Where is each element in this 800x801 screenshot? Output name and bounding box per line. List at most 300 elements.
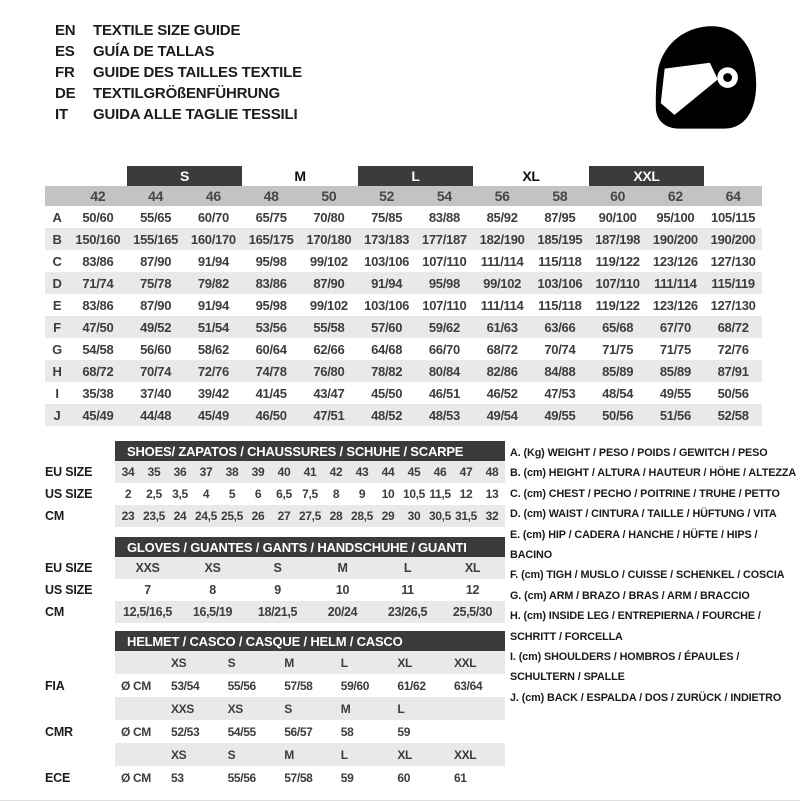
- helmet-sizes-row: [45, 697, 505, 720]
- helmet-size-cell: XS: [227, 701, 243, 716]
- helmet-value-cell: 61/62: [397, 678, 426, 693]
- measurement-value-cell: 72/76: [717, 341, 749, 357]
- measurement-value-cell: 115/118: [538, 297, 582, 313]
- row-cells: [115, 697, 505, 720]
- empty-cell: [115, 651, 165, 674]
- size-value-cell: 31,5: [455, 509, 477, 523]
- size-number-cell: 46: [185, 186, 243, 206]
- size-row: [45, 579, 505, 601]
- helmet-size-cell: [448, 697, 505, 720]
- size-group-l: L: [358, 166, 474, 186]
- row-label: CM: [45, 509, 65, 523]
- language-code: IT: [55, 106, 68, 123]
- size-value-cell: 18/21,5: [257, 605, 298, 619]
- size-value-cell: 9: [358, 487, 366, 501]
- measurement-value-cell: 87/91: [704, 360, 762, 382]
- size-group-s: S: [127, 166, 243, 186]
- measurement-value-cell: 55/65: [140, 209, 172, 225]
- measurement-value-cell: 107/110: [422, 297, 467, 313]
- measurement-value-cell: 63/66: [531, 316, 589, 338]
- measurement-value-cell: 46/51: [428, 385, 460, 401]
- measurement-value-cell: 64/68: [371, 341, 403, 357]
- measurement-value-cell: 71/75: [602, 341, 634, 357]
- language-row: [55, 83, 302, 104]
- legend-item: C. (cm) CHEST / PECHO / POITRINE / TRUHE / PETTO: [510, 487, 780, 500]
- row-letter: I: [55, 385, 59, 401]
- measurement-value-cell: 91/94: [197, 297, 229, 313]
- measurement-value-cell: 85/89: [589, 360, 647, 382]
- measurement-value-cell: 50/60: [82, 209, 114, 225]
- legend-item: H. (cm) INSIDE LEG / ENTREPIERNA / FOURCHE / SCHRITT / FORCELLA: [510, 610, 761, 643]
- helmet-size-cell: M: [340, 701, 351, 716]
- language-title: GUÍA DE TALLAS: [93, 43, 215, 60]
- measurement-value-cell: 90/100: [598, 209, 637, 225]
- measurement-row: [45, 360, 762, 382]
- helmet-value-cell: [448, 720, 505, 743]
- measurement-value-cell: 87/90: [140, 297, 172, 313]
- measurement-value-cell: 123/126: [652, 297, 698, 313]
- language-code: EN: [55, 22, 76, 39]
- size-value-cell: 3,5: [172, 487, 188, 501]
- row-letter: H: [45, 360, 69, 382]
- size-value-cell: 47: [459, 465, 473, 479]
- measurement-value-cell: 78/82: [358, 360, 416, 382]
- size-value-cell: XL: [464, 561, 481, 575]
- measurement-row: [45, 338, 762, 360]
- measurement-value-cell: 115/119: [704, 272, 762, 294]
- size-number-cell: 64: [704, 186, 762, 206]
- measurement-value-cell: 187/198: [589, 228, 647, 250]
- language-row: [55, 104, 302, 125]
- legend-item: G. (cm) ARM / BRAZO / BRAS / ARM / BRACCIO: [510, 589, 750, 602]
- legend-item: E. (cm) HIP / CADERA / HANCHE / HÜFTE / HIPS / BACINO: [510, 528, 758, 562]
- size-value-cell: 2: [124, 487, 132, 501]
- size-value-cell: 36: [173, 465, 187, 479]
- row-label: [45, 651, 115, 674]
- measurement-value-cell: 67/70: [647, 316, 705, 338]
- measurement-value-cell: 87/95: [544, 209, 576, 225]
- helmet-size-cell: L: [340, 655, 348, 670]
- helmet-size-cell: S: [227, 655, 236, 670]
- size-number-cell: 50: [300, 186, 358, 206]
- row-cells: [115, 766, 505, 789]
- size-value-cell: 42: [329, 465, 343, 479]
- measurement-row: [45, 382, 762, 404]
- measurement-value-cell: 68/72: [704, 316, 762, 338]
- size-value-cell: 45: [407, 465, 421, 479]
- size-value-cell: 12,5/16,5: [123, 605, 172, 619]
- size-value-cell: 48: [485, 465, 499, 479]
- measurement-value-cell: 45/49: [69, 404, 127, 426]
- size-number-cell: 42: [69, 186, 127, 206]
- size-value-cell: XXS: [135, 561, 160, 575]
- measurement-value-cell: 49/55: [659, 385, 691, 401]
- diameter-label-cell: Ø CM: [121, 678, 151, 693]
- row-letter: A: [52, 209, 62, 225]
- helmet-standard-label: CMR: [45, 724, 73, 739]
- legend-item: B. (cm) HEIGHT / ALTURA / HAUTEUR / HÖHE / ALTEZZA: [510, 467, 797, 480]
- size-row: [45, 557, 505, 579]
- measurement-value-cell: 182/190: [473, 228, 531, 250]
- measurement-value-cell: 71/74: [69, 272, 127, 294]
- language-title: GUIDA ALLE TAGLIE TESSILI: [93, 106, 298, 123]
- measurement-value-cell: 54/58: [82, 341, 114, 357]
- helmet-size-cell: L: [340, 747, 348, 762]
- helmet-standard-label: FIA: [45, 678, 65, 693]
- row-letter: G: [52, 341, 62, 357]
- helmet-value-cell: 61: [453, 770, 467, 785]
- measurement-value-cell: 95/98: [255, 297, 287, 313]
- helmet-value-cell: 59/60: [340, 678, 370, 693]
- size-group-m: M: [242, 166, 358, 186]
- size-value-cell: 35: [147, 465, 161, 479]
- measurement-value-cell: 91/94: [197, 253, 229, 269]
- measurement-value-cell: 119/122: [595, 253, 640, 269]
- measurement-value-cell: 79/82: [185, 272, 243, 294]
- helmet-value-cell: 59: [340, 770, 354, 785]
- size-value-cell: 12: [465, 583, 480, 597]
- measurement-value-cell: 99/102: [309, 253, 348, 269]
- measurement-value-cell: 103/106: [364, 297, 410, 313]
- row-label: [45, 697, 115, 720]
- measurement-row: [45, 228, 762, 250]
- language-code: ES: [55, 43, 75, 60]
- helmet-size-cell: XXS: [171, 701, 194, 716]
- row-cells: [115, 505, 505, 527]
- helmet-icon: [645, 22, 763, 136]
- helmet-value-cell: 60: [397, 770, 411, 785]
- size-value-cell: 39: [251, 465, 265, 479]
- measurement-value-cell: 50/56: [717, 385, 749, 401]
- language-row: [55, 20, 302, 41]
- measurement-row: [45, 316, 762, 338]
- textile-size-table: [45, 166, 762, 426]
- measurement-value-cell: 35/38: [82, 385, 114, 401]
- measurement-value-cell: 85/92: [486, 209, 518, 225]
- size-value-cell: 30: [407, 509, 421, 523]
- measurement-value-cell: 83/86: [82, 297, 114, 313]
- size-value-cell: 10: [335, 583, 350, 597]
- language-title: TEXTILE SIZE GUIDE: [93, 22, 241, 39]
- row-cells: [115, 461, 505, 483]
- legend-item: D. (cm) WAIST / CINTURA / TAILLE / HÜFTUNG / VITA: [510, 508, 777, 521]
- measurement-value-cell: 70/80: [313, 209, 345, 225]
- measurement-value-cell: 58/62: [197, 341, 229, 357]
- size-value-cell: 7,5: [302, 487, 318, 501]
- measurement-value-cell: 190/200: [647, 228, 705, 250]
- measurement-value-cell: 61/63: [473, 316, 531, 338]
- size-value-cell: 11: [401, 583, 414, 597]
- size-row: [45, 461, 505, 483]
- measurement-value-cell: 127/130: [710, 297, 756, 313]
- size-value-cell: 12: [459, 487, 473, 501]
- measurement-value-cell: 46/52: [486, 385, 518, 401]
- helmet-size-cell: XL: [397, 747, 413, 762]
- measurement-value-cell: 99/102: [473, 272, 531, 294]
- size-value-cell: 27: [277, 509, 291, 523]
- row-label: [45, 743, 115, 766]
- size-value-cell: M: [337, 561, 348, 575]
- measurement-value-cell: 57/60: [358, 316, 416, 338]
- size-value-cell: 41: [303, 465, 317, 479]
- size-value-cell: L: [403, 561, 412, 575]
- size-group-empty: [69, 166, 127, 186]
- helmet-size-cell: XXL: [453, 747, 477, 762]
- measurement-value-cell: 70/74: [544, 341, 576, 357]
- measurement-value-cell: 111/114: [480, 297, 524, 313]
- size-number-row: [45, 186, 762, 206]
- measurement-value-cell: 115/118: [538, 253, 582, 269]
- measurement-value-cell: 47/50: [69, 316, 127, 338]
- measurement-value-cell: 49/55: [531, 404, 589, 426]
- language-list: [55, 20, 302, 125]
- row-label: CM: [45, 605, 65, 619]
- measurement-value-cell: 185/195: [531, 228, 589, 250]
- size-value-cell: 2,5: [146, 487, 162, 501]
- row-letter: J: [45, 404, 69, 426]
- size-value-cell: 11,5: [429, 487, 451, 501]
- measurement-value-cell: 68/72: [486, 341, 518, 357]
- size-value-cell: 5: [228, 487, 236, 501]
- measurement-value-cell: 75/78: [127, 272, 185, 294]
- shoes-table-title: SHOES/ ZAPATOS / CHAUSSURES / SCHUHE / SCARPE: [115, 441, 505, 461]
- measurement-value-cell: 43/47: [313, 385, 345, 401]
- measurement-row: [45, 294, 762, 316]
- diameter-label-cell: Ø CM: [121, 770, 151, 785]
- size-value-cell: XS: [204, 561, 221, 575]
- measurement-value-cell: 99/102: [309, 297, 348, 313]
- helmet-size-cell: S: [227, 747, 236, 762]
- measurement-value-cell: 44/48: [127, 404, 185, 426]
- helmet-size-cell: M: [284, 655, 294, 670]
- helmet-value-cell: 54/55: [227, 724, 256, 739]
- measurement-value-cell: 95/100: [656, 209, 695, 225]
- measurement-value-cell: 46/50: [242, 404, 300, 426]
- measurement-value-cell: 37/40: [140, 385, 172, 401]
- measurement-value-cell: 56/60: [140, 341, 172, 357]
- measurement-value-cell: 55/58: [300, 316, 358, 338]
- row-letter: D: [45, 272, 69, 294]
- row-label: US SIZE: [45, 487, 93, 501]
- size-number-cell: 54: [416, 186, 474, 206]
- size-value-cell: 34: [121, 465, 135, 479]
- size-value-cell: 7: [144, 583, 151, 597]
- row-cells: [115, 483, 505, 505]
- size-value-cell: 28: [329, 509, 343, 523]
- size-row: [45, 601, 505, 623]
- language-row: [55, 41, 302, 62]
- measurement-value-cell: 82/86: [473, 360, 531, 382]
- empty-cell: [115, 743, 165, 766]
- row-label: US SIZE: [45, 583, 93, 597]
- helmet-values-row: [45, 766, 505, 789]
- size-value-cell: 25,5/30: [452, 605, 493, 619]
- size-value-cell: 8: [332, 487, 340, 501]
- row-cells: [115, 651, 505, 674]
- size-row: [45, 483, 505, 505]
- helmet-value-cell: 53/54: [171, 678, 200, 693]
- helmet-value-cell: 57/58: [284, 678, 313, 693]
- measurement-value-cell: 107/110: [422, 253, 467, 269]
- row-cells: [115, 601, 505, 623]
- row-letter: E: [52, 297, 62, 313]
- helmet-value-cell: 55/56: [227, 678, 256, 693]
- size-value-cell: 23,5: [143, 509, 165, 523]
- measurement-value-cell: 49/54: [473, 404, 531, 426]
- size-value-cell: 32: [485, 509, 499, 523]
- measurement-row: [45, 404, 762, 426]
- language-code: DE: [55, 85, 76, 102]
- size-number-cell: 58: [531, 186, 589, 206]
- row-cells: [115, 579, 505, 601]
- measurement-value-cell: 48/53: [416, 404, 474, 426]
- measurement-value-cell: 51/54: [185, 316, 243, 338]
- measurement-value-cell: 74/78: [242, 360, 300, 382]
- measurement-value-cell: 65/68: [589, 316, 647, 338]
- size-group-empty: [704, 166, 762, 186]
- measurement-value-cell: 71/75: [659, 341, 691, 357]
- measurement-value-cell: 59/62: [416, 316, 474, 338]
- measurement-value-cell: 76/80: [300, 360, 358, 382]
- size-value-cell: 23: [121, 509, 135, 523]
- size-number-cell: 56: [473, 186, 531, 206]
- size-value-cell: 16,5/19: [192, 605, 233, 619]
- language-row: [55, 62, 302, 83]
- row-cells: [115, 743, 505, 766]
- measurement-value-cell: 170/180: [300, 228, 358, 250]
- size-value-cell: 27,5: [299, 509, 321, 523]
- diameter-label-cell: Ø CM: [121, 724, 151, 739]
- measurement-value-cell: 60/70: [197, 209, 229, 225]
- measurement-value-cell: 127/130: [710, 253, 756, 269]
- measurement-value-cell: 52/58: [704, 404, 762, 426]
- measurement-value-cell: 66/70: [428, 341, 460, 357]
- helmet-value-cell: 53: [171, 770, 184, 785]
- measurement-value-cell: 95/98: [416, 272, 474, 294]
- size-value-cell: 10: [381, 487, 395, 501]
- measurement-value-cell: 83/86: [242, 272, 300, 294]
- size-group-xl: XL: [473, 166, 589, 186]
- corner-cell: [45, 186, 69, 206]
- measurement-value-cell: 105/115: [711, 209, 756, 225]
- size-value-cell: 4: [202, 487, 210, 501]
- empty-cell: [115, 697, 165, 720]
- language-title: GUIDE DES TAILLES TEXTILE: [93, 64, 302, 81]
- size-value-cell: 37: [199, 465, 213, 479]
- gloves-table-title: GLOVES / GUANTES / GANTS / HANDSCHUHE / GUANTI: [115, 537, 505, 557]
- measurement-row: [45, 272, 762, 294]
- measurement-row: [45, 250, 762, 272]
- measurement-value-cell: 47/53: [544, 385, 576, 401]
- size-row: [45, 505, 505, 527]
- measurement-value-cell: 75/85: [371, 209, 403, 225]
- size-number-cell: 44: [127, 186, 185, 206]
- size-value-cell: 29: [381, 509, 395, 523]
- measurement-value-cell: 91/94: [358, 272, 416, 294]
- measurement-value-cell: 53/56: [242, 316, 300, 338]
- measurement-value-cell: 119/122: [595, 297, 640, 313]
- measurement-value-cell: 95/98: [255, 253, 287, 269]
- size-number-cell: 52: [358, 186, 416, 206]
- helmet-standard-label: ECE: [45, 770, 71, 785]
- measurement-value-cell: 48/54: [602, 385, 634, 401]
- row-letter: B: [45, 228, 69, 250]
- size-number-cell: 48: [242, 186, 300, 206]
- helmet-value-cell: 63/64: [453, 678, 483, 693]
- helmet-value-cell: 58: [340, 724, 354, 739]
- measurement-value-cell: 160/170: [185, 228, 243, 250]
- language-title: TEXTILGRÖßENFÜHRUNG: [93, 85, 281, 102]
- row-label: EU SIZE: [45, 561, 93, 575]
- size-value-cell: 24: [173, 509, 187, 523]
- size-value-cell: 8: [209, 583, 216, 597]
- helmet-value-cell: 59: [397, 724, 411, 739]
- size-value-cell: 24,5: [195, 509, 217, 523]
- legend-item: I. (cm) SHOULDERS / HOMBROS / ÉPAULES / SCHULTERN / SPALLE: [510, 651, 740, 684]
- helmet-size-cell: XS: [171, 747, 187, 762]
- measurement-value-cell: 173/183: [358, 228, 416, 250]
- measurement-value-cell: 62/66: [313, 341, 345, 357]
- size-value-cell: 6,5: [276, 487, 292, 501]
- size-number-cell: 62: [647, 186, 705, 206]
- measurement-value-cell: 41/45: [255, 385, 287, 401]
- size-group-header-row: [45, 166, 762, 186]
- helmet-value-cell: 56/57: [284, 724, 313, 739]
- size-number-cell: 60: [589, 186, 647, 206]
- measurement-value-cell: 39/42: [197, 385, 229, 401]
- size-value-cell: 26: [251, 509, 265, 523]
- measurement-value-cell: 45/50: [371, 385, 403, 401]
- shoes-size-table: [45, 441, 505, 527]
- helmet-sizes-row: [45, 651, 505, 674]
- measurement-value-cell: 150/160: [69, 228, 127, 250]
- legend-item: J. (cm) BACK / ESPALDA / DOS / ZURÜCK / INDIETRO: [510, 691, 782, 704]
- gloves-size-table: [45, 537, 505, 623]
- corner-cell: [45, 166, 69, 186]
- row-cells: [115, 557, 505, 579]
- size-value-cell: 9: [274, 583, 281, 597]
- measurement-value-cell: 45/49: [185, 404, 243, 426]
- helmet-sizes-row: [45, 743, 505, 766]
- helmet-size-cell: L: [397, 701, 405, 716]
- size-value-cell: S: [273, 561, 282, 575]
- helmet-values-row: [45, 674, 505, 697]
- size-value-cell: 44: [381, 465, 395, 479]
- size-value-cell: 13: [485, 487, 499, 501]
- measurement-value-cell: 103/106: [531, 272, 589, 294]
- language-code: FR: [55, 64, 75, 81]
- row-label: EU SIZE: [45, 465, 93, 479]
- measurement-value-cell: 87/90: [300, 272, 358, 294]
- size-value-cell: 30,5: [429, 509, 451, 523]
- measurement-value-cell: 87/90: [140, 253, 172, 269]
- helmet-size-cell: S: [284, 701, 292, 716]
- size-value-cell: 10,5: [403, 487, 425, 501]
- helmet-table-title: HELMET / CASCO / CASQUE / HELM / CASCO: [115, 631, 505, 651]
- size-value-cell: 28,5: [351, 509, 373, 523]
- size-value-cell: 46: [433, 465, 447, 479]
- helmet-value-cell: 52/53: [171, 724, 200, 739]
- legend-item: F. (cm) TIGH / MUSLO / CUISSE / SCHENKEL / COSCIA: [510, 569, 785, 582]
- measurement-value-cell: 107/110: [589, 272, 647, 294]
- measurement-value-cell: 70/74: [127, 360, 185, 382]
- helmet-size-table: [45, 631, 505, 789]
- size-value-cell: 40: [277, 465, 291, 479]
- measurement-row: [45, 206, 762, 228]
- measurement-value-cell: 68/72: [69, 360, 127, 382]
- measurement-value-cell: 65/75: [255, 209, 287, 225]
- helmet-value-cell: 57/58: [284, 770, 313, 785]
